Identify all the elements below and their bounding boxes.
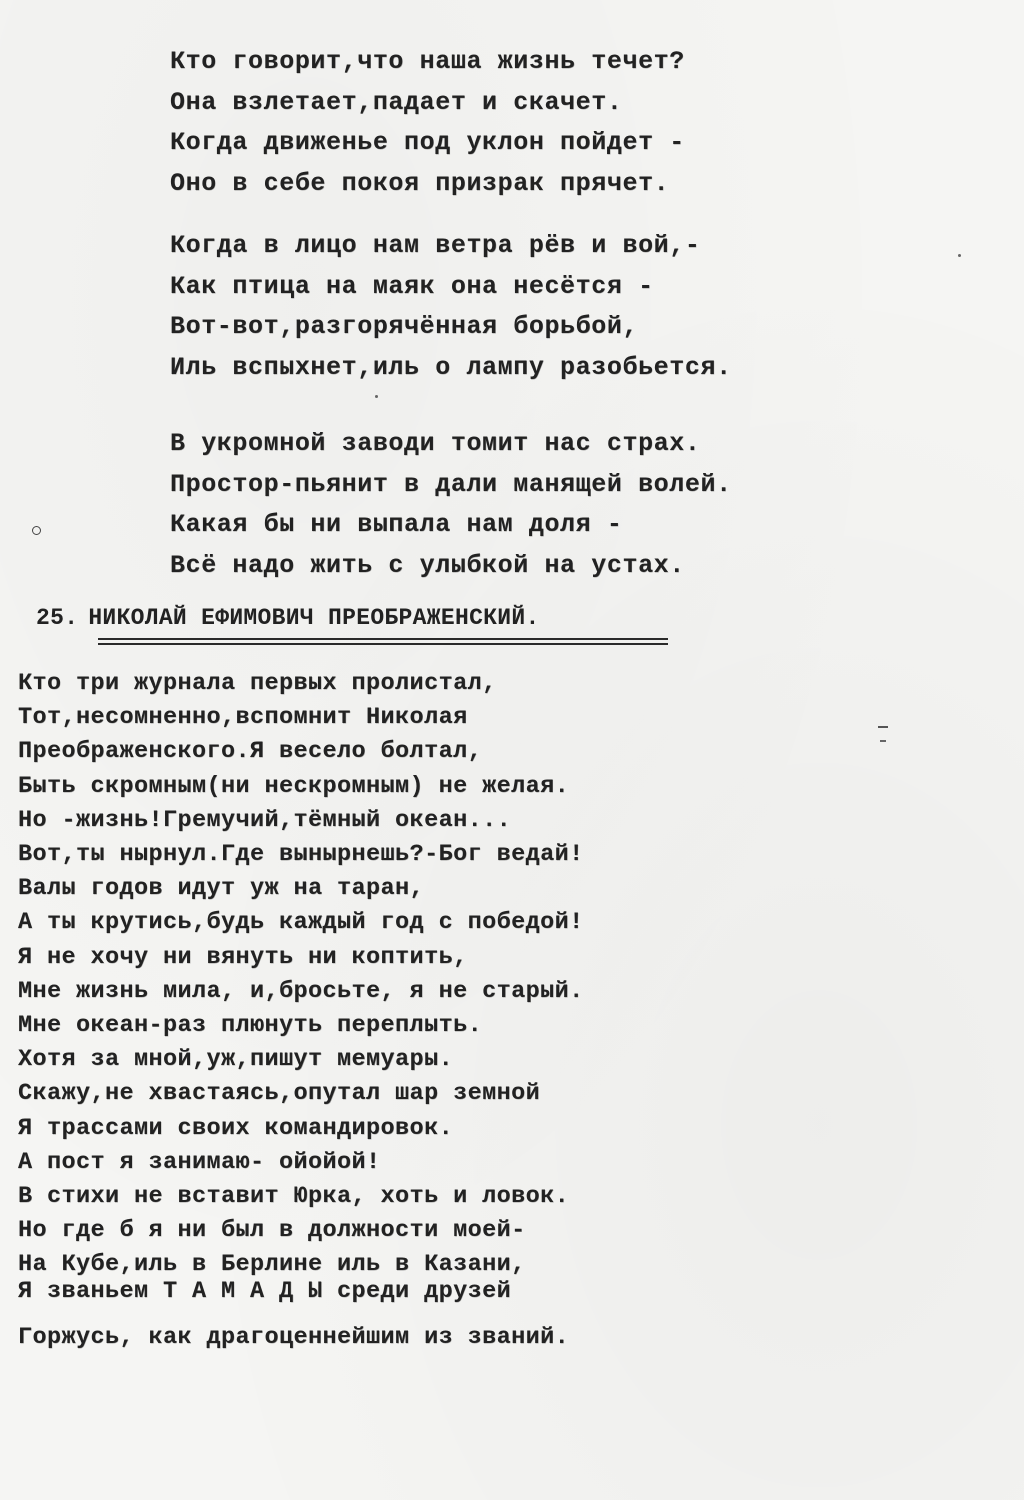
stray-ink-mark [375, 395, 378, 398]
poem-line: Я званьем Т А М А Д Ы среди друзей [18, 1277, 512, 1305]
poem-line: Валы годов идут уж на таран, [18, 875, 425, 903]
poem-body [18, 667, 584, 1355]
stanza-line: Оно в себе покоя призрак прячет. [170, 168, 670, 198]
stray-ink-mark [878, 726, 888, 728]
poem-line: Хотя за мной,уж,пишут мемуары. [18, 1046, 454, 1074]
poem-line: Тот,несомненно,вспомнит Николая [18, 704, 468, 732]
stray-ink-mark [880, 740, 886, 742]
stanza-1 [170, 42, 685, 204]
poem-line: Но где б я ни был в должности моей- [18, 1217, 526, 1245]
poem-line: Мне жизнь мила, и,бросьте, я не старый. [18, 977, 584, 1005]
poem-line: Мне океан-раз плюнуть переплыть. [18, 1012, 483, 1040]
heading-underline [98, 643, 668, 645]
stanza-line: Вот-вот,разгорячённая борьбой, [170, 312, 639, 341]
poem-line: А ты крутись,будь каждый год с победой! [18, 909, 584, 937]
stanza-line: Когда в лицо нам ветра рёв и вой,- [170, 231, 701, 260]
stanza-line: Когда движенье под уклон пойдет - [170, 128, 685, 157]
poem-line: На Кубе,иль в Берлине иль в Казани, [18, 1251, 526, 1279]
stanza-line: Всё надо жить с улыбкой на устах. [170, 550, 685, 580]
stray-ink-mark [958, 254, 961, 257]
poem-line: Горжусь, как драгоценнейшим из званий. [18, 1323, 570, 1351]
stanza-line: Кто говорит,что наша жизнь течет? [170, 47, 685, 76]
poem-line: Преображенского.Я весело болтал, [18, 738, 483, 766]
stanza-line: Какая бы ни выпала нам доля - [170, 510, 623, 539]
stanza-line: Простор-пьянит в дали манящей волей. [170, 469, 732, 499]
stanza-2 [170, 226, 732, 388]
poem-line: Но -жизнь!Гремучий,тёмный океан... [18, 806, 512, 834]
punch-hole-mark [32, 526, 41, 535]
stanza-3 [170, 424, 732, 586]
section-title: НИКОЛАЙ ЕФИМОВИЧ ПРЕОБРАЖЕНСКИЙ. [88, 605, 540, 631]
stanza-line: Она взлетает,падает и скачет. [170, 87, 623, 117]
poem-line: В стихи не вставит Юрка, хоть и ловок. [18, 1183, 570, 1211]
section-number: 25. [36, 605, 79, 631]
poem-line: Я трассами своих командировок. [18, 1114, 454, 1142]
section-heading-text [36, 598, 540, 638]
section-heading [36, 598, 540, 638]
heading-underline [98, 638, 668, 640]
poem-line: Вот,ты нырнул.Где вынырнешь?-Бог ведай! [18, 841, 584, 869]
stanza-line: Иль вспыхнет,иль о лампу разобьется. [170, 352, 732, 382]
poem-line: Кто три журнала первых пролистал, [18, 670, 497, 697]
poem-line: Скажу,не хвастаясь,опутал шар земной [18, 1080, 541, 1108]
stanza-line: Как птица на маяк она несётся - [170, 271, 654, 301]
poem-line: Быть скромным(ни нескромным) не желая. [18, 772, 570, 800]
poem-line: А пост я занимаю- ойойой! [18, 1148, 381, 1176]
poem-line: Я не хочу ни вянуть ни коптить, [18, 943, 468, 971]
stanza-line: В укромной заводи томит нас страх. [170, 429, 701, 458]
